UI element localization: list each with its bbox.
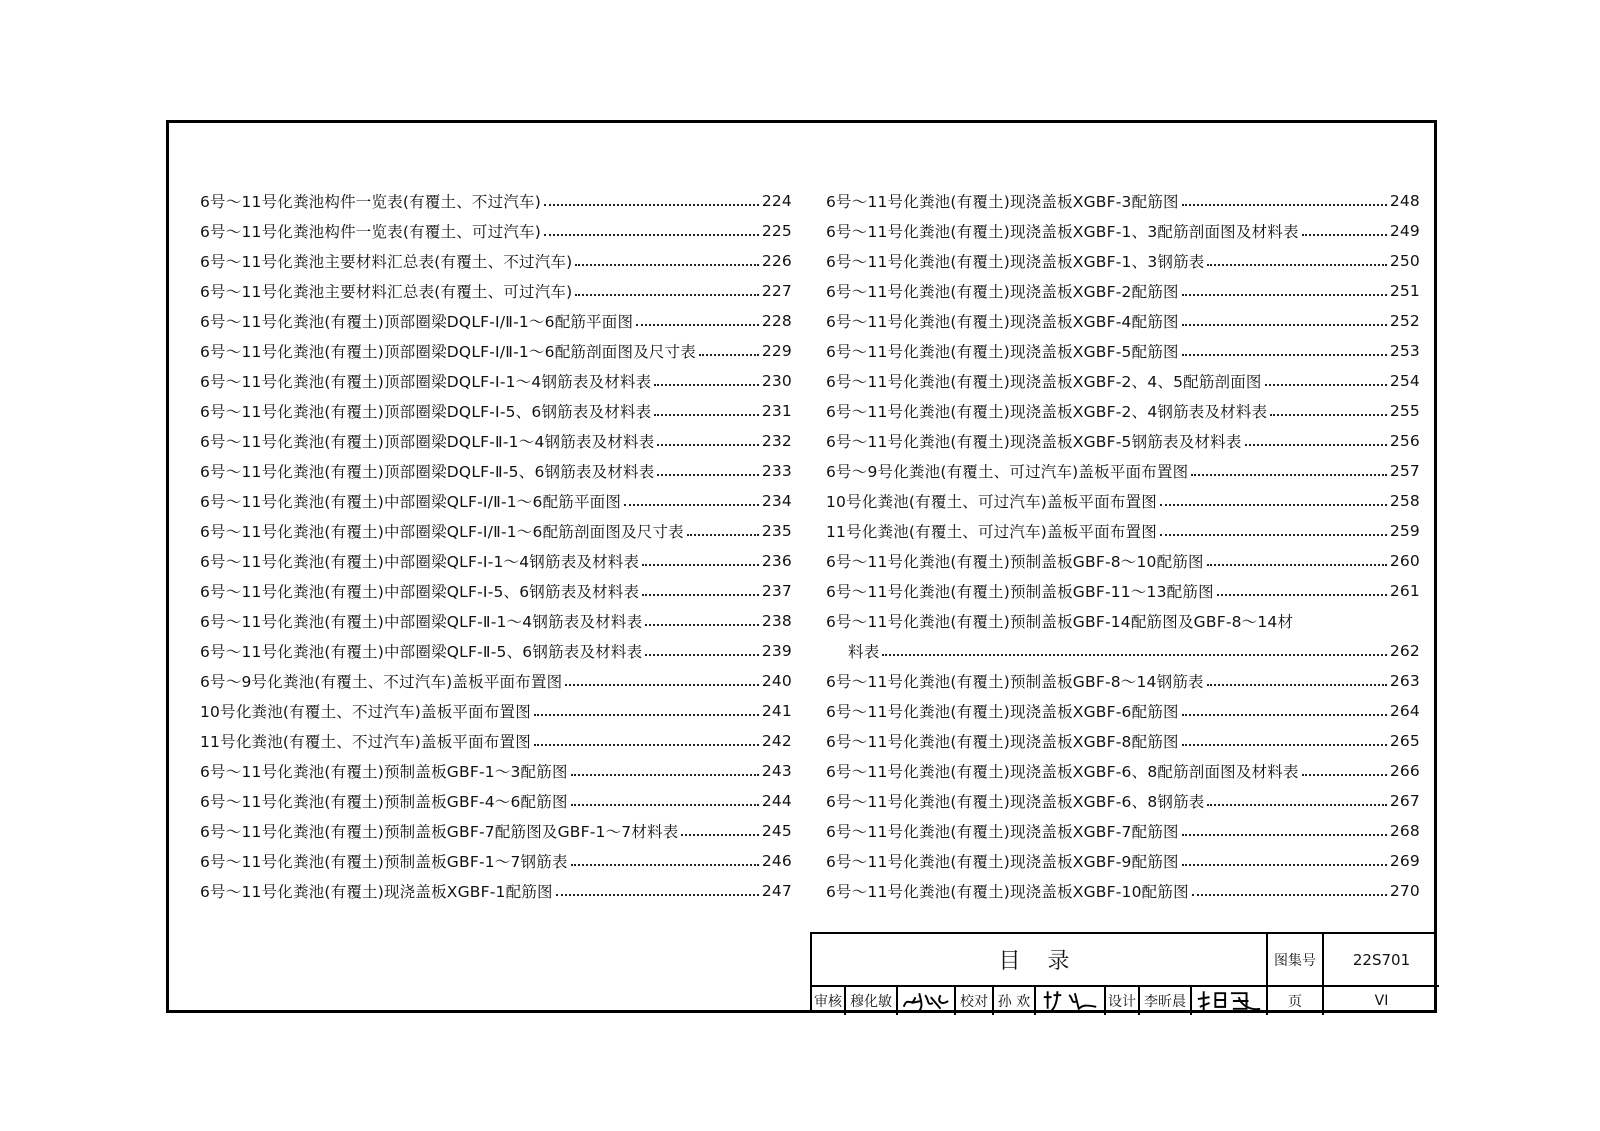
toc-entry-page: 229	[761, 342, 792, 360]
toc-entry-title: 料表	[848, 643, 880, 661]
designer-signature-mark	[1192, 987, 1266, 1015]
toc-entry-page: 246	[761, 852, 792, 870]
toc-leader-dots	[544, 234, 759, 236]
toc-entry-page: 244	[761, 792, 792, 810]
toc-leader-dots	[699, 354, 759, 356]
toc-leader-dots	[645, 624, 759, 626]
toc-entry	[200, 396, 792, 426]
toc-entry	[200, 366, 792, 396]
toc-entry-page: 268	[1389, 822, 1420, 840]
toc-entry-title: 6号～11号化粪池(有覆土)中部圈梁QLF-Ⅱ-5、6钢筋表及材料表	[200, 643, 643, 661]
toc-entry-title: 6号～9号化粪池(有覆土、可过汽车)盖板平面布置图	[826, 463, 1189, 481]
designer-signature	[1192, 987, 1268, 1015]
toc-leader-dots	[1182, 834, 1387, 836]
toc-leader-dots	[687, 534, 759, 536]
toc-leader-dots	[575, 264, 758, 266]
toc-leader-dots	[534, 744, 759, 746]
toc-entry-page: 252	[1389, 312, 1420, 330]
toc-entry-title: 6号～11号化粪池(有覆土)现浇盖板XGBF-6、8钢筋表	[826, 793, 1205, 811]
toc-entry-title: 6号～11号化粪池(有覆土)现浇盖板XGBF-1配筋图	[200, 883, 553, 901]
toc-entry-title: 6号～11号化粪池(有覆土)顶部圈梁DQLF-Ⅱ-1～4钢筋表及材料表	[200, 433, 655, 451]
toc-entry-title: 6号～11号化粪池(有覆土)顶部圈梁DQLF-Ⅰ-5、6钢筋表及材料表	[200, 403, 652, 421]
toc-entry-page: 233	[761, 462, 792, 480]
toc-entry	[200, 216, 792, 246]
toc-leader-dots	[575, 294, 758, 296]
toc-entry-page: 257	[1389, 462, 1420, 480]
toc-entry	[200, 306, 792, 336]
toc-entry-title: 6号～11号化粪池(有覆土)预制盖板GBF-14配筋图及GBF-8～14材	[826, 613, 1294, 631]
toc-entry-title: 6号～11号化粪池(有覆土)现浇盖板XGBF-4配筋图	[826, 313, 1179, 331]
toc-entry-title: 10号化粪池(有覆土、不过汽车)盖板平面布置图	[200, 703, 531, 721]
toc-entry	[826, 846, 1420, 876]
toc-entry	[200, 726, 792, 756]
toc-entry-page: 266	[1389, 762, 1420, 780]
toc-entry-title: 6号～11号化粪池(有覆土)预制盖板GBF-1～7钢筋表	[200, 853, 568, 871]
toc-entry-page: 227	[761, 282, 792, 300]
toc-entry	[200, 666, 792, 696]
toc-entry	[200, 276, 792, 306]
toc-entry-page: 245	[761, 822, 792, 840]
design-label: 设计	[1106, 987, 1140, 1015]
toc-entry-page: 269	[1389, 852, 1420, 870]
toc-leader-dots	[1245, 444, 1387, 446]
toc-entry	[826, 426, 1420, 456]
toc-leader-dots	[571, 864, 759, 866]
toc-leader-dots	[654, 384, 758, 386]
toc-entry	[826, 696, 1420, 726]
toc-leader-dots	[1302, 234, 1387, 236]
toc-entry	[200, 606, 792, 636]
toc-leader-dots	[1182, 864, 1387, 866]
toc-entry	[826, 516, 1420, 546]
toc-entry	[826, 756, 1420, 786]
toc-entry	[200, 636, 792, 666]
toc-entry-title: 6号～11号化粪池(有覆土)中部圈梁QLF-Ⅰ/Ⅱ-1～6配筋剖面图及尺寸表	[200, 523, 684, 541]
toc-entry-page: 248	[1389, 192, 1420, 210]
check-label: 校对	[956, 987, 994, 1015]
toc-entry-title: 6号～11号化粪池(有覆土)顶部圈梁DQLF-Ⅰ-1～4钢筋表及材料表	[200, 373, 652, 391]
toc-entry-page: 242	[761, 732, 792, 750]
toc-entry-page: 240	[761, 672, 792, 690]
toc-leader-dots	[534, 714, 759, 716]
toc-entry-title: 6号～11号化粪池(有覆土)中部圈梁QLF-Ⅱ-1～4钢筋表及材料表	[200, 613, 643, 631]
toc-entry-page: 230	[761, 372, 792, 390]
toc-leader-dots	[1182, 294, 1387, 296]
toc-entry	[200, 186, 792, 216]
toc-leader-dots	[642, 594, 759, 596]
atlas-number-label: 图集号	[1268, 934, 1324, 987]
toc-entry	[826, 336, 1420, 366]
toc-entry	[200, 696, 792, 726]
toc-entry	[826, 486, 1420, 516]
toc-entry-page: 255	[1389, 402, 1420, 420]
toc-entry-title: 6号～11号化粪池(有覆土)现浇盖板XGBF-6配筋图	[826, 703, 1179, 721]
toc-entry	[200, 426, 792, 456]
toc-entry-page: 256	[1389, 432, 1420, 450]
toc-entry-page: 239	[761, 642, 792, 660]
toc-entry	[826, 606, 1420, 636]
toc-entry	[826, 636, 1420, 666]
toc-entry-title: 6号～11号化粪池(有覆土)预制盖板GBF-4～6配筋图	[200, 793, 568, 811]
toc-entry-page: 267	[1389, 792, 1420, 810]
toc-entry-page: 234	[761, 492, 792, 510]
toc-leader-dots	[624, 504, 759, 506]
toc-entry	[826, 366, 1420, 396]
toc-entry-title: 6号～11号化粪池(有覆土)中部圈梁QLF-Ⅰ/Ⅱ-1～6配筋平面图	[200, 493, 622, 511]
toc-entry-title: 6号～11号化粪池(有覆土)预制盖板GBF-8～14钢筋表	[826, 673, 1204, 691]
toc-entry-title: 6号～11号化粪池(有覆土)现浇盖板XGBF-3配筋图	[826, 193, 1179, 211]
toc-entry-title: 6号～9号化粪池(有覆土、不过汽车)盖板平面布置图	[200, 673, 563, 691]
toc-entry-page: 228	[761, 312, 792, 330]
toc-entry	[200, 786, 792, 816]
toc-entry	[200, 876, 792, 906]
toc-leader-dots	[1192, 894, 1387, 896]
toc-entry	[200, 246, 792, 276]
signature-row	[812, 987, 1439, 1015]
toc-leader-dots	[657, 474, 758, 476]
toc-entry-page: 249	[1389, 222, 1420, 240]
toc-entry-title: 6号～11号化粪池(有覆土)现浇盖板XGBF-5配筋图	[826, 343, 1179, 361]
toc-entry-title: 6号～11号化粪池(有覆土)现浇盖板XGBF-1、3钢筋表	[826, 253, 1205, 271]
toc-entry	[826, 456, 1420, 486]
toc-entry	[826, 546, 1420, 576]
toc-entry	[826, 816, 1420, 846]
toc-entry-title: 6号～11号化粪池(有覆土)现浇盖板XGBF-2配筋图	[826, 283, 1179, 301]
toc-entry-page: 263	[1389, 672, 1420, 690]
review-label: 审核	[812, 987, 846, 1015]
toc-entry-page: 235	[761, 522, 792, 540]
toc-entry-page: 253	[1389, 342, 1420, 360]
toc-leader-dots	[1270, 414, 1387, 416]
reviewer-signature-mark	[898, 987, 954, 1015]
toc-entry-page: 237	[761, 582, 792, 600]
toc-leader-dots	[1182, 324, 1387, 326]
toc-leader-dots	[657, 444, 758, 446]
toc-entry	[200, 846, 792, 876]
toc-leader-dots	[571, 774, 759, 776]
toc-entry-page: 262	[1389, 642, 1420, 660]
toc-entry-page: 259	[1389, 522, 1420, 540]
toc-leader-dots	[1182, 744, 1387, 746]
toc-entry-title: 6号～11号化粪池构件一览表(有覆土、可过汽车)	[200, 223, 541, 241]
toc-entry-page: 254	[1389, 372, 1420, 390]
toc-entry	[826, 306, 1420, 336]
toc-entry-title: 6号～11号化粪池(有覆土)现浇盖板XGBF-7配筋图	[826, 823, 1179, 841]
toc-entry-title: 6号～11号化粪池(有覆土)中部圈梁QLF-Ⅰ-5、6钢筋表及材料表	[200, 583, 640, 601]
toc-entry-title: 6号～11号化粪池(有覆土)预制盖板GBF-7配筋图及GBF-1～7材料表	[200, 823, 679, 841]
toc-entry-title: 6号～11号化粪池主要材料汇总表(有覆土、不过汽车)	[200, 253, 573, 271]
toc-leader-dots	[636, 324, 759, 326]
toc-entry-page: 238	[761, 612, 792, 630]
toc-leader-dots	[681, 834, 758, 836]
toc-entry-title: 6号～11号化粪池(有覆土)顶部圈梁DQLF-Ⅱ-5、6钢筋表及材料表	[200, 463, 655, 481]
toc-entry	[826, 666, 1420, 696]
toc-entry-title: 6号～11号化粪池(有覆土)现浇盖板XGBF-2、4、5配筋剖面图	[826, 373, 1262, 391]
toc-entry-page: 236	[761, 552, 792, 570]
toc-entry-page: 258	[1389, 492, 1420, 510]
toc-entry-title: 6号～11号化粪池(有覆土)现浇盖板XGBF-9配筋图	[826, 853, 1179, 871]
toc-right-column	[826, 186, 1420, 906]
toc-entry-page: 264	[1389, 702, 1420, 720]
reviewer-signature	[898, 987, 956, 1015]
toc-entry-page: 224	[761, 192, 792, 210]
checker-name: 孙 欢	[994, 987, 1036, 1015]
toc-leader-dots	[1265, 384, 1387, 386]
toc-entry	[200, 816, 792, 846]
toc-entry	[826, 186, 1420, 216]
toc-entry-page: 231	[761, 402, 792, 420]
toc-leader-dots	[645, 654, 759, 656]
toc-entry-title: 10号化粪池(有覆土、可过汽车)盖板平面布置图	[826, 493, 1157, 511]
toc-leader-dots	[654, 414, 758, 416]
toc-entry-page: 251	[1389, 282, 1420, 300]
toc-entry-title: 11号化粪池(有覆土、不过汽车)盖板平面布置图	[200, 733, 531, 751]
toc-entry-title: 6号～11号化粪池(有覆土)顶部圈梁DQLF-Ⅰ/Ⅱ-1～6配筋平面图	[200, 313, 634, 331]
atlas-number: 22S701	[1324, 934, 1439, 987]
toc-entry	[826, 276, 1420, 306]
toc-entry	[200, 576, 792, 606]
toc-entry	[826, 786, 1420, 816]
toc-entry-title: 6号～11号化粪池(有覆土)现浇盖板XGBF-5钢筋表及材料表	[826, 433, 1242, 451]
checker-signature	[1036, 987, 1106, 1015]
page-label: 页	[1268, 987, 1324, 1015]
toc-entry-title: 6号～11号化粪池(有覆土)现浇盖板XGBF-8配筋图	[826, 733, 1179, 751]
toc-entry-page: 247	[761, 882, 792, 900]
toc-entry-page: 250	[1389, 252, 1420, 270]
page-number: VI	[1374, 993, 1389, 1009]
toc-entry-page: 243	[761, 762, 792, 780]
toc-entry	[826, 876, 1420, 906]
toc-leader-dots	[1160, 534, 1387, 536]
toc-entry-title: 6号～11号化粪池(有覆土)中部圈梁QLF-Ⅰ-1～4钢筋表及材料表	[200, 553, 640, 571]
toc-leader-dots	[882, 654, 1386, 656]
toc-entry-title: 6号～11号化粪池(有覆土)预制盖板GBF-8～10配筋图	[826, 553, 1204, 571]
toc-entry	[826, 216, 1420, 246]
toc-leader-dots	[1160, 504, 1387, 506]
document-title: 目 录	[812, 934, 1268, 987]
toc-entry	[200, 486, 792, 516]
toc-entry-page: 270	[1389, 882, 1420, 900]
toc-entry-title: 6号～11号化粪池(有覆土)现浇盖板XGBF-1、3配筋剖面图及材料表	[826, 223, 1299, 241]
toc-entry-title: 6号～11号化粪池(有覆土)现浇盖板XGBF-2、4钢筋表及材料表	[826, 403, 1268, 421]
toc-entry-page: 226	[761, 252, 792, 270]
toc-entry-page: 265	[1389, 732, 1420, 750]
toc-entry-page: 260	[1389, 552, 1420, 570]
toc-entry-title: 6号～11号化粪池(有覆土)现浇盖板XGBF-10配筋图	[826, 883, 1189, 901]
toc-entry	[200, 546, 792, 576]
toc-leader-dots	[1302, 774, 1387, 776]
toc-left-column	[200, 186, 792, 906]
toc-entry-page: 232	[761, 432, 792, 450]
toc-entry-title: 6号～11号化粪池(有覆土)现浇盖板XGBF-6、8配筋剖面图及材料表	[826, 763, 1299, 781]
toc-leader-dots	[556, 894, 759, 896]
toc-entry	[200, 336, 792, 366]
toc-leader-dots	[565, 684, 758, 686]
toc-entry	[826, 396, 1420, 426]
toc-entry-title: 11号化粪池(有覆土、可过汽车)盖板平面布置图	[826, 523, 1157, 541]
toc-leader-dots	[1182, 354, 1387, 356]
toc-entry-title: 6号～11号化粪池主要材料汇总表(有覆土、可过汽车)	[200, 283, 573, 301]
toc-entry	[200, 756, 792, 786]
toc-leader-dots	[642, 564, 759, 566]
checker-signature-mark	[1036, 987, 1104, 1015]
toc-entry	[826, 726, 1420, 756]
toc-leader-dots	[1207, 804, 1386, 806]
toc-entry-title: 6号～11号化粪池构件一览表(有覆土、不过汽车)	[200, 193, 541, 211]
toc-leader-dots	[544, 204, 759, 206]
toc-leader-dots	[1207, 264, 1386, 266]
reviewer-name: 穆化敏	[846, 987, 898, 1015]
toc-entry-page: 261	[1389, 582, 1420, 600]
toc-leader-dots	[1207, 684, 1387, 686]
toc-entry-page: 241	[761, 702, 792, 720]
toc-leader-dots	[1182, 714, 1387, 716]
toc-leader-dots	[1182, 204, 1387, 206]
toc-leader-dots	[571, 804, 759, 806]
toc-leader-dots	[1217, 594, 1387, 596]
toc-entry-title: 6号～11号化粪池(有覆土)预制盖板GBF-1～3配筋图	[200, 763, 568, 781]
toc-entry	[200, 456, 792, 486]
toc-entry	[826, 246, 1420, 276]
toc-entry-page: 225	[761, 222, 792, 240]
toc-entry-title: 6号～11号化粪池(有覆土)顶部圈梁DQLF-Ⅰ/Ⅱ-1～6配筋剖面图及尺寸表	[200, 343, 696, 361]
toc-entry	[200, 516, 792, 546]
title-block	[810, 932, 1437, 1013]
toc-entry	[826, 576, 1420, 606]
designer-name: 李昕晨	[1140, 987, 1192, 1015]
toc-entry-title: 6号～11号化粪池(有覆土)预制盖板GBF-11～13配筋图	[826, 583, 1214, 601]
toc-leader-dots	[1191, 474, 1386, 476]
toc-leader-dots	[1207, 564, 1387, 566]
